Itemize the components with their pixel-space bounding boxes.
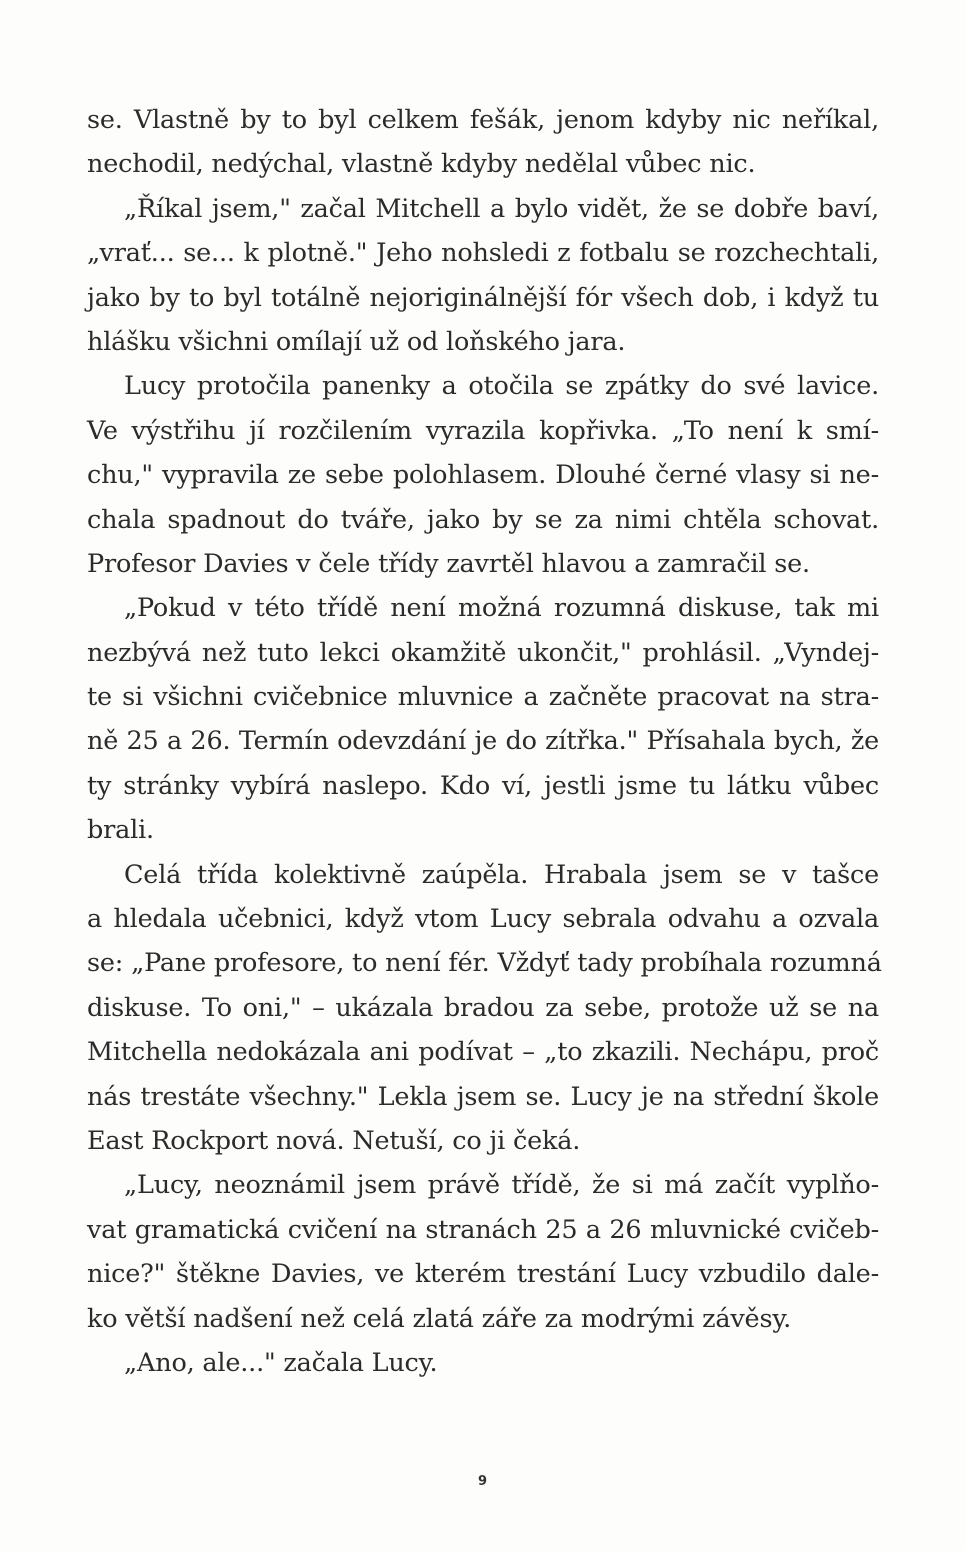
text-line: chu," vypravila ze sebe polohlasem. Dlouhé černé vlasy si ne- <box>87 460 879 491</box>
text-line: Lucy protočila panenky a otočila se zpátky do své lavice. <box>124 371 879 402</box>
text-line: East Rockport nová. Netuší, co ji čeká. <box>87 1125 581 1156</box>
text-line: chala spadnout do tváře, jako by se za nimi chtěla schovat. <box>87 504 879 535</box>
body-text <box>87 98 882 1385</box>
text-line: nás trestáte všechny." Lekla jsem se. Lucy je na střední škole <box>87 1081 879 1112</box>
text-line: „Lucy, neoznámil jsem právě třídě, že si má začít vyplňo- <box>124 1170 879 1201</box>
text-line: ty stránky vybírá naslepo. Kdo ví, jestli jsme tu látku vůbec <box>87 770 879 801</box>
text-line: nechodil, nedýchal, vlastně kdyby nedělal vůbec nic. <box>87 149 756 180</box>
text-line: „Ano, ale..." začala Lucy. <box>124 1347 438 1378</box>
text-line: ně 25 a 26. Termín odevzdání je do zítřka." Přísahala bych, že <box>87 726 879 757</box>
text-line: „Pokud v této třídě není možná rozumná diskuse, tak mi <box>124 593 879 624</box>
text-line: jako by to byl totálně nejoriginálnější fór všech dob, i když tu <box>87 282 879 313</box>
text-line: Celá třída kolektivně zaúpěla. Hrabala jsem se v tašce <box>124 859 879 890</box>
text-line: hlášku všichni omílají už od loňského jara. <box>87 326 626 357</box>
text-line: Profesor Davies v čele třídy zavrtěl hlavou a zamračil se. <box>87 548 810 579</box>
text-line: ko větší nadšení než celá zlatá záře za modrými závěsy. <box>87 1303 792 1334</box>
page-number: 9 <box>477 1474 488 1489</box>
text-line: Mitchella nedokázala ani podívat – „to zkazili. Nechápu, proč <box>87 1037 879 1068</box>
text-line: vat gramatická cvičení na stranách 25 a 26 mluvnické cvičeb- <box>87 1214 879 1245</box>
text-line: a hledala učebnici, když vtom Lucy sebrala odvahu a ozvala <box>87 904 879 935</box>
text-line: Ve výstřihu jí rozčilením vyrazila kopřivka. „To není k smí- <box>87 415 879 446</box>
text-line: nice?" štěkne Davies, ve kterém trestání Lucy vzbudilo dale- <box>87 1259 879 1290</box>
text-line: brali. <box>87 815 154 846</box>
text-line: nezbývá než tuto lekci okamžitě ukončit," prohlásil. „Vyndej- <box>87 637 879 668</box>
text-line: „Říkal jsem," začal Mitchell a bylo vidět, že se dobře baví, <box>124 193 879 224</box>
text-line: te si všichni cvičebnice mluvnice a začněte pracovat na stra- <box>87 682 879 713</box>
text-line: se: „Pane profesore, to není fér. Vždyť tady probíhala rozumná <box>87 948 882 979</box>
text-line: diskuse. To oni," – ukázala bradou za sebe, protože už se na <box>87 992 879 1023</box>
text-line: „vrať... se... k plotně." Jeho nohsledi z fotbalu se rozchechtali, <box>87 238 879 269</box>
text-line: se. Vlastně by to byl celkem fešák, jenom kdyby nic neříkal, <box>87 105 879 135</box>
